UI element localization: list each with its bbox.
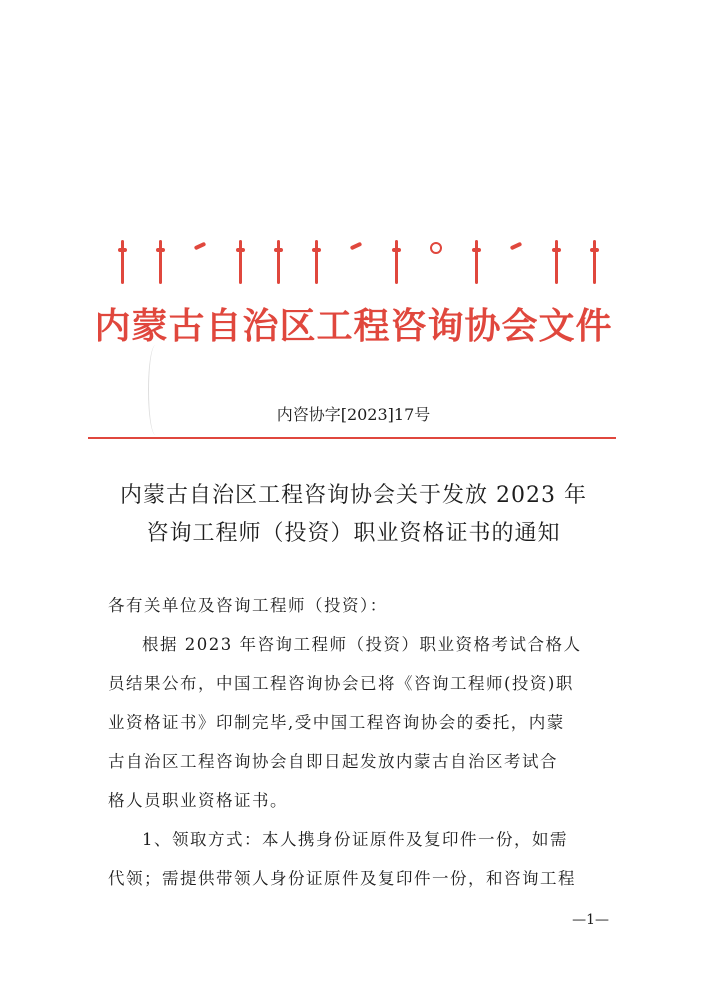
body-line: 代领；需提供带领人身份证原件及复印件一份，和咨询工程 <box>108 869 576 888</box>
mongolian-script-header <box>118 240 598 288</box>
mongolian-glyph <box>312 240 320 284</box>
salutation: 各有关单位及咨询工程师（投资）： <box>108 596 388 615</box>
header-divider <box>88 437 616 439</box>
mongolian-glyph <box>392 240 400 284</box>
notice-title-line-1: 内蒙古自治区工程咨询协会关于发放 2023 年 <box>120 483 587 508</box>
mongolian-glyph <box>552 240 560 284</box>
body-line: 根据 2023 年咨询工程师（投资）职业资格考试合格人 <box>142 635 582 654</box>
mongolian-glyph <box>156 240 164 284</box>
document-number: 内咨协字[2023]17号 <box>276 405 431 424</box>
mongolian-glyph <box>350 242 362 250</box>
mongolian-glyph <box>430 242 442 254</box>
mongolian-glyph <box>236 240 244 284</box>
document-header-title: 内蒙古自治区工程咨询协会文件 <box>94 305 613 347</box>
body-line: 业资格证书》印制完毕,受中国工程咨询协会的委托，内蒙 <box>108 713 565 732</box>
body-line: 格人员职业资格证书。 <box>108 791 288 810</box>
notice-title-line-2: 咨询工程师（投资）职业资格证书的通知 <box>146 521 561 546</box>
mongolian-glyph <box>510 242 522 250</box>
body-line: 员结果公布，中国工程咨询协会已将《咨询工程师(投资)职 <box>108 674 574 693</box>
mongolian-glyph <box>118 240 126 284</box>
body-line: 古自治区工程咨询协会自即日起发放内蒙古自治区考试合 <box>108 752 558 771</box>
mongolian-glyph <box>472 240 480 284</box>
body-line: 1、领取方式：本人携身份证原件及复印件一份，如需 <box>142 830 568 849</box>
page-number: —1— <box>572 912 609 928</box>
mongolian-glyph <box>274 240 282 284</box>
mongolian-glyph <box>590 240 598 284</box>
mongolian-glyph <box>194 242 206 250</box>
